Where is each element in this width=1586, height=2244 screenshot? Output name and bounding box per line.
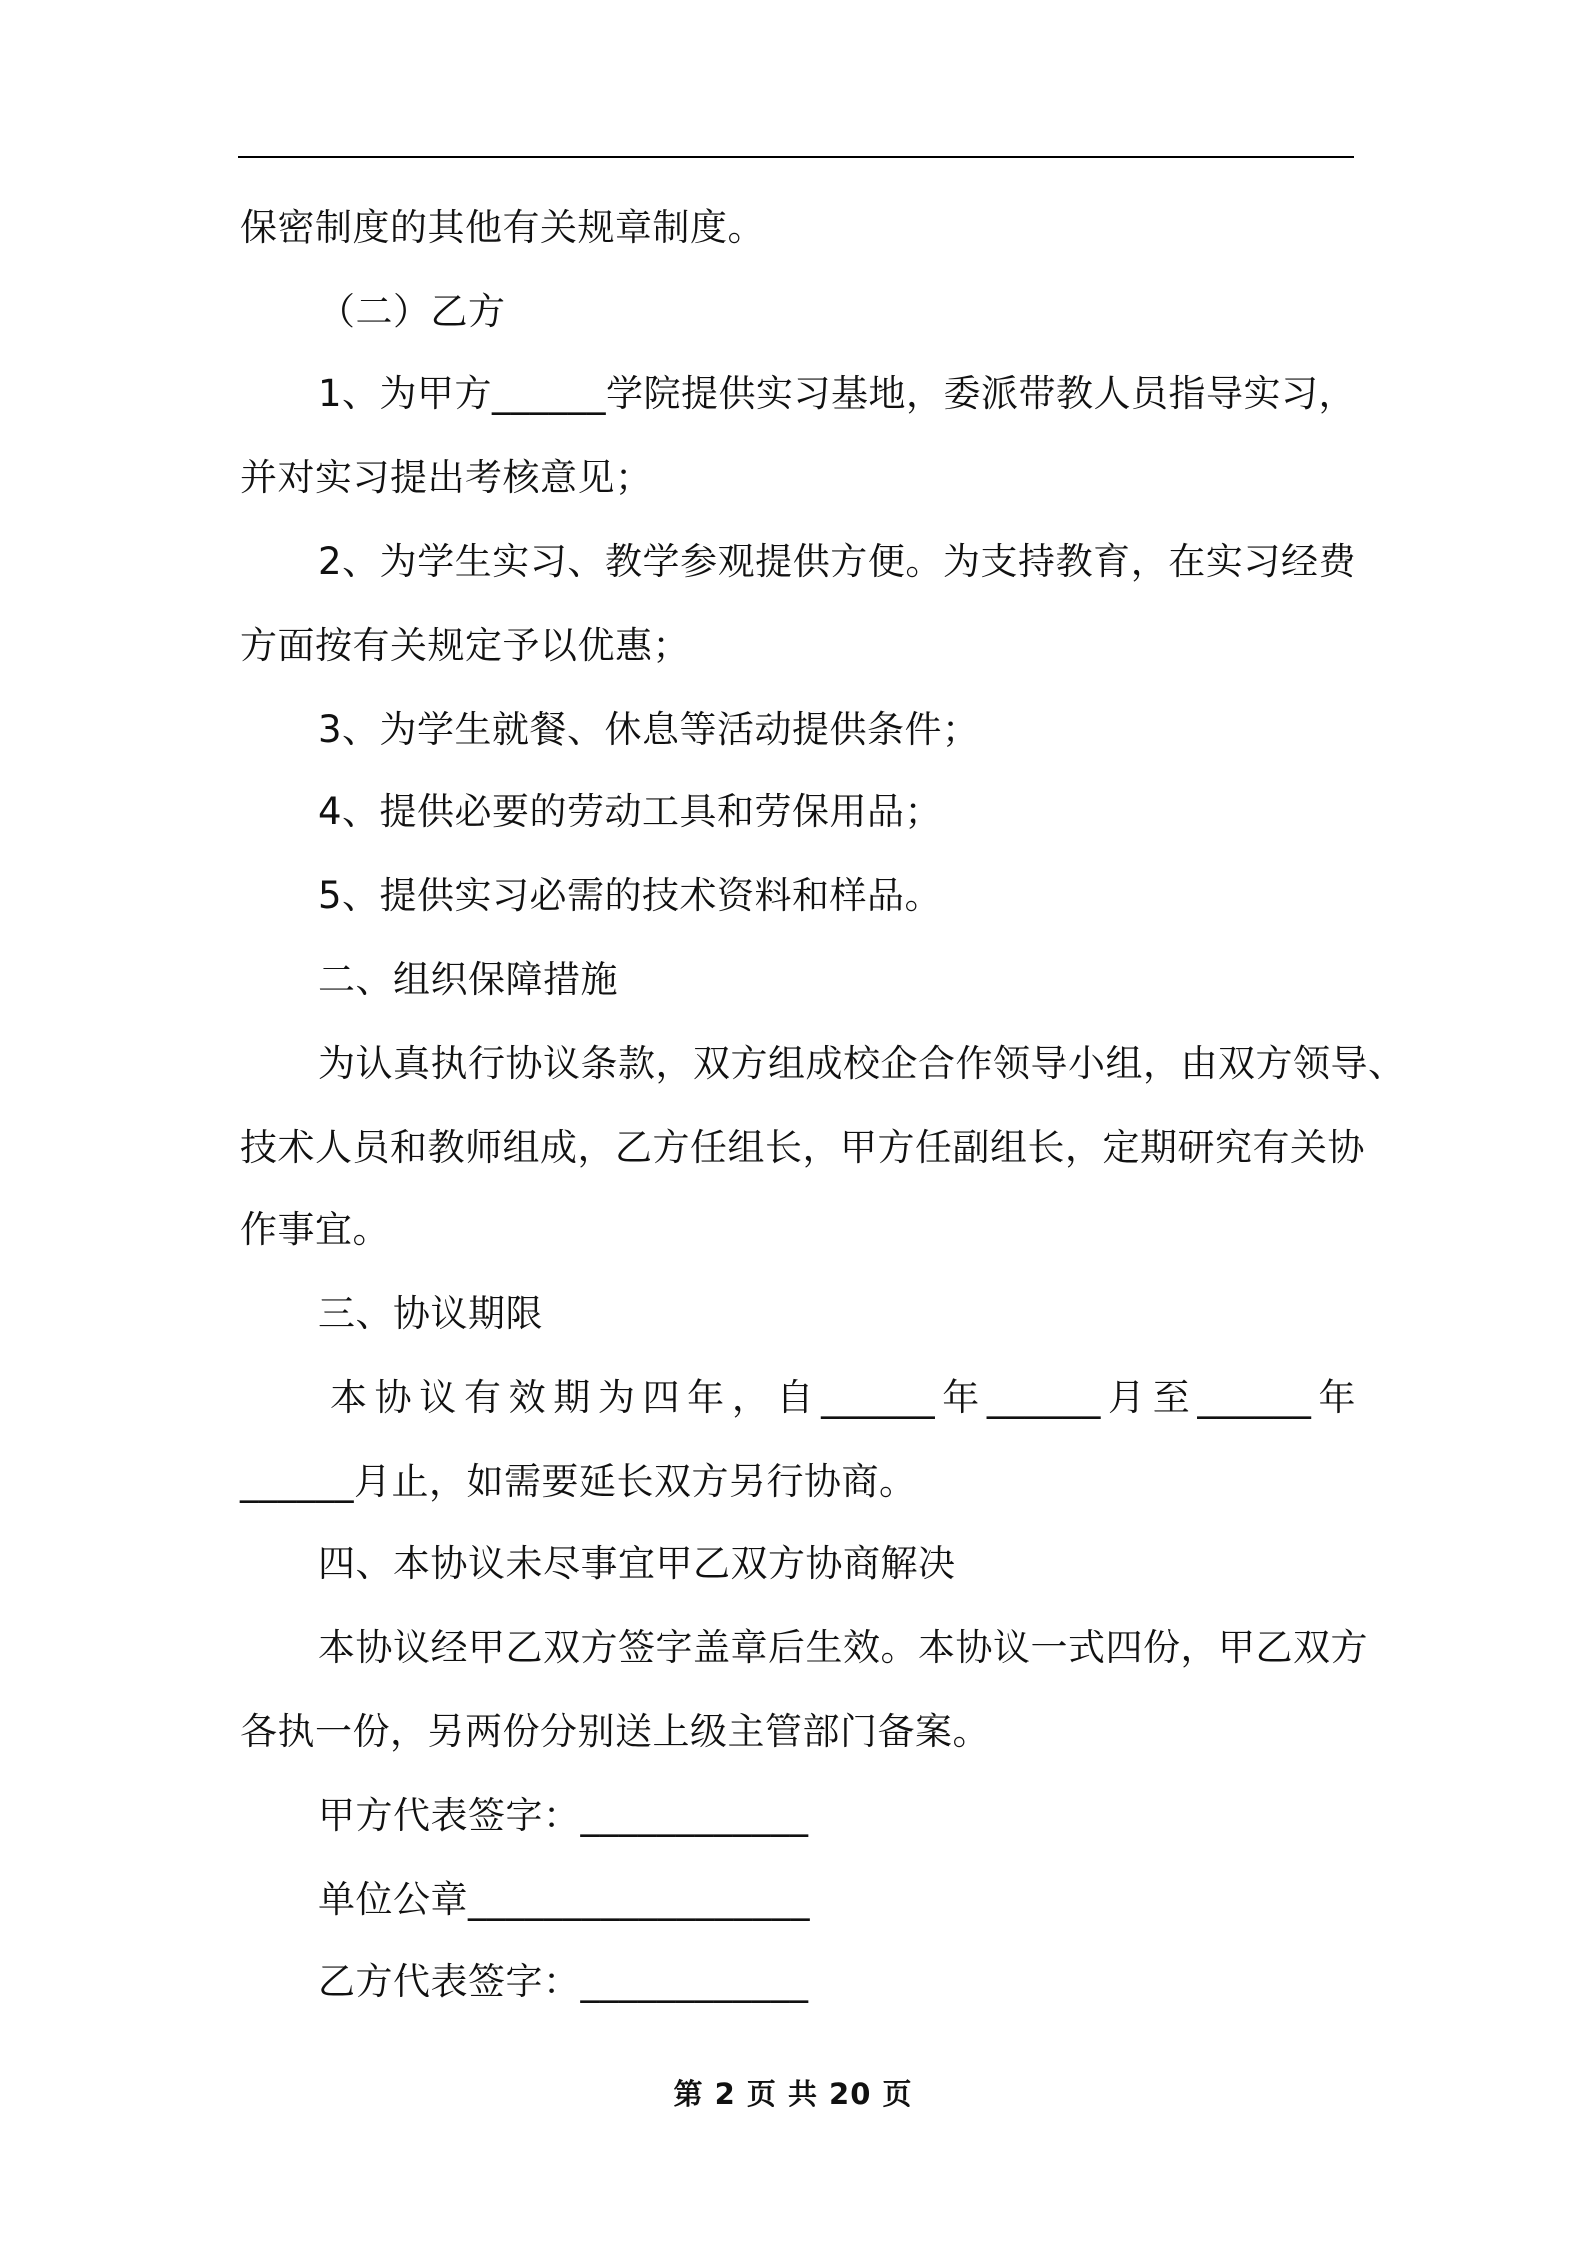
- paragraph-line: 本协议经甲乙双方签字盖章后生效。本协议一式四份，甲乙双方: [318, 1626, 1368, 1669]
- page-number: 第 2 页 共 20 页: [673, 2077, 913, 2111]
- paragraph-line: 保密制度的其他有关规章制度。: [240, 206, 765, 249]
- paragraph-line: ______月止，如需要延长双方另行协商。: [240, 1460, 917, 1503]
- paragraph-line: 2、为学生实习、教学参观提供方便。为支持教育，在实习经费: [318, 540, 1356, 583]
- paragraph-line: 1、为甲方______学院提供实习基地，委派带教人员指导实习，: [318, 372, 1357, 415]
- signature-line-party-b: 乙方代表签字：____________: [318, 1960, 809, 2003]
- section-heading: （二）乙方: [318, 290, 506, 333]
- section-heading: 二、组织保障措施: [318, 958, 618, 1001]
- paragraph-line: 各执一份，另两份分别送上级主管部门备案。: [240, 1710, 990, 1753]
- paragraph-line: 为认真执行协议条款，双方组成校企合作领导小组，由双方领导、: [318, 1042, 1406, 1085]
- paragraph-line: 并对实习提出考核意见；: [240, 456, 653, 499]
- paragraph-line: 方面按有关规定予以优惠；: [240, 624, 690, 667]
- paragraph-line: 4、提供必要的劳动工具和劳保用品；: [318, 790, 943, 833]
- section-heading: 三、协议期限: [318, 1292, 543, 1335]
- paragraph-line: 作事宜。: [240, 1208, 390, 1251]
- paragraph-line: 本协议有效期为四年，自______年______月至______年: [330, 1376, 1356, 1419]
- signature-line-party-a: 甲方代表签字：____________: [318, 1794, 809, 1837]
- section-heading: 四、本协议未尽事宜甲乙双方协商解决: [318, 1542, 956, 1585]
- paragraph-line: 3、为学生就餐、休息等活动提供条件；: [318, 708, 980, 751]
- signature-line-seal: 单位公章__________________: [318, 1878, 810, 1921]
- paragraph-line: 技术人员和教师组成，乙方任组长，甲方任副组长，定期研究有关协: [240, 1126, 1365, 1169]
- paragraph-line: 5、提供实习必需的技术资料和样品。: [318, 874, 943, 917]
